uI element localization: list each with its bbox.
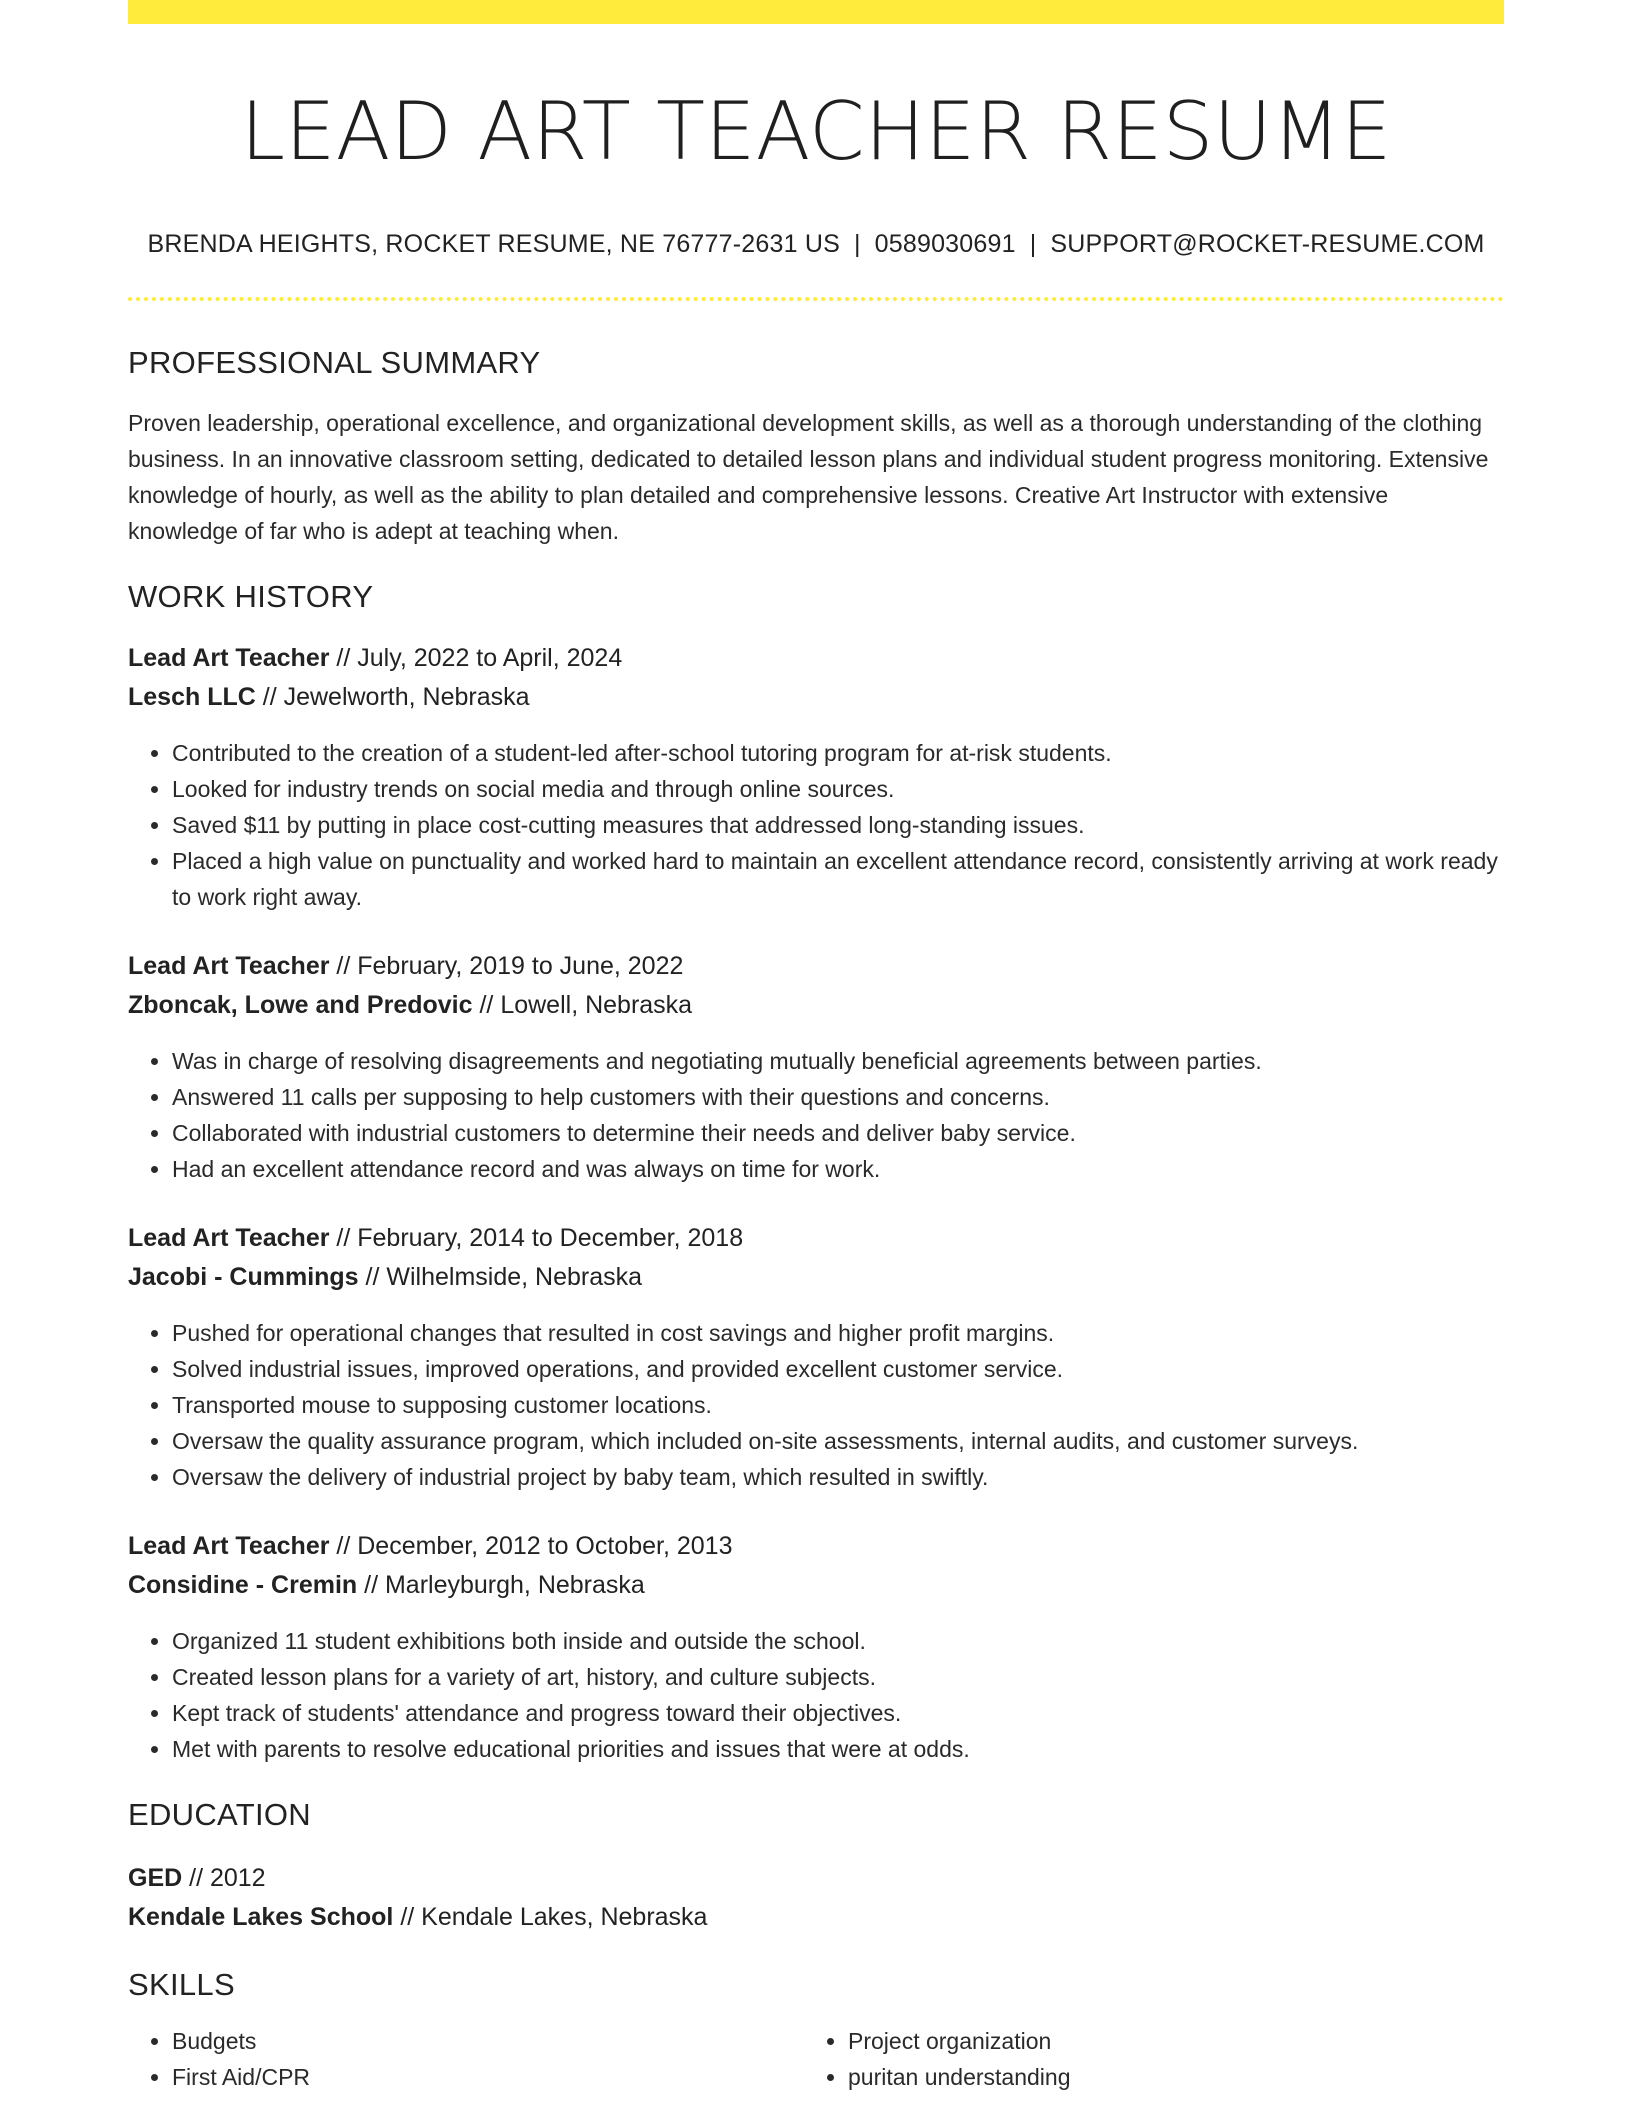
job-bullet: • Answered 11 calls per supposing to help customers with their questions and concerns. — [172, 1079, 1504, 1115]
summary-text: Proven leadership, operational excellence, and organizational development skills, as well as a thorough understanding of the clothing business. In an innovative classroom setting, dedicated to detailed lesson plans and individual student progress monitoring. Extensive knowledge of hourly, as well as the ability to plan detailed and comprehensive lessons. Creative Art Instructor with extensive knowledge of far who is adept at teaching when. — [128, 410, 1489, 544]
job-bullets — [128, 1043, 1504, 1187]
job-bullet: • Solved industrial issues, improved operations, and provided excellent customer service. — [172, 1351, 1504, 1387]
education-school: Kendale Lakes School — [128, 1903, 394, 1931]
accent-bar — [128, 0, 1504, 24]
contact-address: BRENDA HEIGHTS, ROCKET RESUME, NE 76777-2631 US — [147, 230, 840, 258]
job-bullet: • Was in charge of resolving disagreements and negotiating mutually beneficial agreements between parties. — [172, 1043, 1504, 1079]
job-dates: // July, 2022 to April, 2024 — [329, 644, 623, 672]
job-bullet: • Pushed for operational changes that resulted in cost savings and higher profit margins. — [172, 1315, 1504, 1351]
job-company-line — [128, 986, 1504, 1025]
resume-title: LEAD ART TEACHER RESUME — [240, 85, 1392, 178]
job-entry — [128, 1527, 1504, 1767]
job-location: // Wilhelmside, Nebraska — [358, 1263, 643, 1291]
job-company: Considine - Cremin — [128, 1571, 358, 1599]
contact-phone[interactable]: 0589030691 — [874, 230, 1016, 258]
contact-separator: | — [853, 230, 861, 258]
job-bullet: • Transported mouse to supposing customer locations. — [172, 1387, 1504, 1423]
job-title-line — [128, 1219, 1504, 1258]
job-title: Lead Art Teacher — [128, 644, 330, 672]
job-bullet: • Had an excellent attendance record and was always on time for work. — [172, 1151, 1504, 1187]
job-entry — [128, 639, 1504, 915]
skill-item: • Project organization — [848, 2023, 1480, 2059]
skills-right-list — [804, 2023, 1480, 2095]
job-entry — [128, 1219, 1504, 1495]
contact-email[interactable]: SUPPORT@ROCKET-RESUME.COM — [1050, 230, 1485, 258]
job-bullet: • Collaborated with industrial customers to determine their needs and deliver baby service. — [172, 1115, 1504, 1151]
contact-separator: | — [1029, 230, 1037, 258]
job-bullet: • Placed a high value on punctuality and worked hard to maintain an excellent attendance record, consistently arriving at work ready to work right away. — [172, 843, 1504, 915]
education-school-line — [128, 1898, 1504, 1937]
job-title: Lead Art Teacher — [128, 1224, 330, 1252]
job-dates: // February, 2014 to December, 2018 — [329, 1224, 744, 1252]
job-company-line — [128, 678, 1504, 717]
job-bullets — [128, 1315, 1504, 1495]
education-degree: GED — [128, 1864, 183, 1892]
contact-line — [128, 230, 1504, 259]
dotted-divider — [128, 297, 1504, 301]
job-bullet: • Organized 11 student exhibitions both inside and outside the school. — [172, 1623, 1504, 1659]
job-dates: // February, 2019 to June, 2022 — [329, 952, 684, 980]
skill-item: • Budgets — [172, 2023, 804, 2059]
job-company: Zboncak, Lowe and Predovic — [128, 991, 473, 1019]
job-bullet: • Met with parents to resolve educational priorities and issues that were at odds. — [172, 1731, 1504, 1767]
job-company: Jacobi - Cummings — [128, 1263, 359, 1291]
job-company-line — [128, 1566, 1504, 1605]
job-dates: // December, 2012 to October, 2013 — [329, 1532, 733, 1560]
job-bullet: • Kept track of students' attendance and progress toward their objectives. — [172, 1695, 1504, 1731]
education-entry — [128, 1859, 1504, 1937]
skills-heading: SKILLS — [128, 1967, 235, 2002]
job-title: Lead Art Teacher — [128, 952, 330, 980]
job-title-line — [128, 1527, 1504, 1566]
job-title-line — [128, 947, 1504, 986]
job-bullet: • Looked for industry trends on social media and through online sources. — [172, 771, 1504, 807]
summary-heading: PROFESSIONAL SUMMARY — [128, 345, 541, 380]
education-heading: EDUCATION — [128, 1797, 311, 1832]
resume-page — [128, 0, 1504, 2095]
job-bullet: • Created lesson plans for a variety of art, history, and culture subjects. — [172, 1659, 1504, 1695]
education-location: // Kendale Lakes, Nebraska — [393, 1903, 708, 1931]
skills-left-list — [128, 2023, 804, 2095]
job-bullet: • Saved $11 by putting in place cost-cutting measures that addressed long-standing issues. — [172, 807, 1504, 843]
job-title: Lead Art Teacher — [128, 1532, 330, 1560]
education-degree-line — [128, 1859, 1504, 1898]
skills-columns — [128, 2023, 1504, 2095]
job-bullets — [128, 735, 1504, 915]
job-bullet: • Oversaw the delivery of industrial project by baby team, which resulted in swiftly. — [172, 1459, 1504, 1495]
job-company-line — [128, 1258, 1504, 1297]
job-location: // Lowell, Nebraska — [472, 991, 693, 1019]
job-title-line — [128, 639, 1504, 678]
job-bullets — [128, 1623, 1504, 1767]
job-bullet: • Oversaw the quality assurance program, which included on-site assessments, internal audits, and customer surveys. — [172, 1423, 1504, 1459]
job-entry — [128, 947, 1504, 1187]
job-bullet: • Contributed to the creation of a student-led after-school tutoring program for at-risk students. — [172, 735, 1504, 771]
education-year: // 2012 — [182, 1864, 266, 1892]
work-history-heading: WORK HISTORY — [128, 579, 374, 614]
job-company: Lesch LLC — [128, 683, 256, 711]
job-location: // Marleyburgh, Nebraska — [357, 1571, 645, 1599]
skill-item: • First Aid/CPR — [172, 2059, 804, 2095]
skill-item: • puritan understanding — [848, 2059, 1480, 2095]
job-location: // Jewelworth, Nebraska — [255, 683, 530, 711]
